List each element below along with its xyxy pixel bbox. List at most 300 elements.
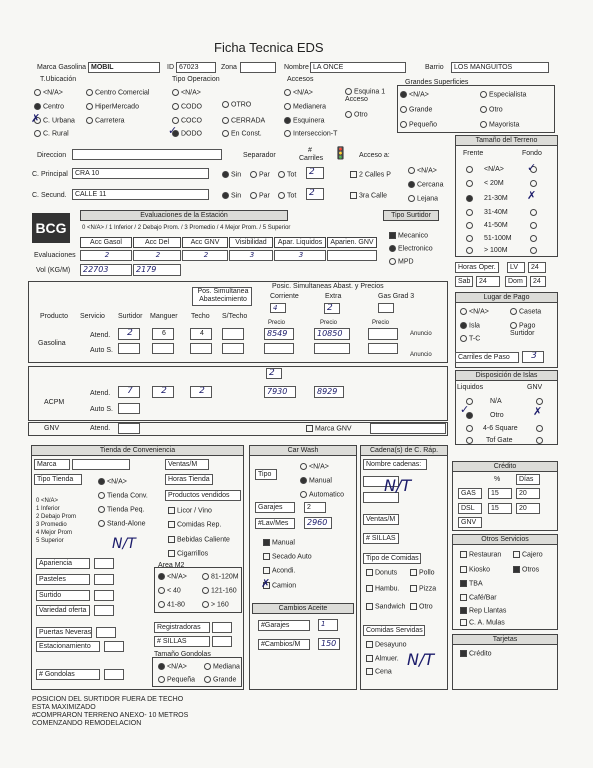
page-title: Ficha Tecnica EDS xyxy=(214,40,324,55)
oper-otro[interactable]: OTRO xyxy=(222,101,251,109)
lv-label: LV xyxy=(507,262,525,273)
sab-field[interactable]: 24 xyxy=(476,276,500,287)
tienda-ventas-label: Ventas/M xyxy=(165,459,209,470)
c-mes-field[interactable]: 150 xyxy=(318,638,340,650)
surtido-label: Surtido xyxy=(36,590,90,601)
ubic-c-urbana[interactable]: C. Urbana xyxy=(34,117,75,125)
nombre-cadenas-label: Nombre cadenas: xyxy=(363,459,427,470)
oper-coco[interactable]: COCO xyxy=(172,117,202,125)
c-mes-label: #Cambios/M xyxy=(258,639,310,650)
otros-kiosko[interactable]: Kiosko xyxy=(460,566,490,574)
terreno-row[interactable] xyxy=(466,222,475,230)
scale-item: 3 Promedio xyxy=(36,522,67,528)
principal-label: C. Principal xyxy=(32,171,68,178)
lav-label: #Lav/Mes xyxy=(255,518,295,529)
gas-auto-precio-2[interactable] xyxy=(314,343,350,354)
servida-desayuno[interactable]: Desayuno xyxy=(366,641,407,649)
note-line: ESTA MAXIMIZADO xyxy=(32,704,96,711)
cadena-title: Cadena(s) de C. Ráp. xyxy=(360,445,448,456)
acpm-surtidor-auto[interactable] xyxy=(118,403,140,414)
credito-dsl-dias[interactable]: 20 xyxy=(516,503,540,514)
comida-sandwich[interactable]: Sandwich xyxy=(366,603,405,611)
precio-label: Precio xyxy=(372,320,390,326)
otros-restauran[interactable]: Restauran xyxy=(460,551,501,559)
acc-esquina[interactable]: Esquina 1 Acceso xyxy=(345,88,386,104)
estac-field[interactable] xyxy=(104,641,124,652)
scale-item: 1 Inferior xyxy=(36,506,60,512)
extra-num[interactable]: 2 xyxy=(324,303,340,314)
garajes-label: Garajes xyxy=(255,502,295,513)
evaluaciones-row-label: Evaluaciones xyxy=(34,252,76,259)
gs-mayorista[interactable]: Mayorista xyxy=(480,121,519,129)
terreno-row[interactable] xyxy=(466,195,475,203)
anuncio-label: Anuncio xyxy=(410,352,432,358)
area-121-160[interactable]: 121-160 xyxy=(202,587,237,595)
eval-visibilidad[interactable]: 3 xyxy=(229,250,273,261)
gas-manguer-auto[interactable] xyxy=(152,343,174,354)
gasgrad-label: Gas Grad 3 xyxy=(378,293,415,300)
islas-title: Disposición de Islas xyxy=(455,370,558,381)
principal-par[interactable]: Par xyxy=(250,171,270,179)
manguer-label: Manguer xyxy=(150,313,178,320)
atend-label: Atend. xyxy=(90,332,111,339)
stecho-label: S/Techo xyxy=(222,313,248,320)
x-mark-icon: ✗ xyxy=(261,577,271,590)
pago-tc[interactable]: T-C xyxy=(460,335,480,343)
vol-field-1[interactable]: 22703 xyxy=(80,264,132,276)
terreno-row[interactable] xyxy=(530,247,539,255)
islas-row-label: Otro xyxy=(490,412,504,419)
gs-pequeno[interactable]: Pequeño xyxy=(400,121,437,129)
comida-pizza[interactable]: Pizza xyxy=(410,585,436,593)
vol-field-2[interactable]: 2179 xyxy=(133,264,181,276)
prod-licor[interactable]: Licor / Vino xyxy=(168,507,212,515)
gas-precio-extra[interactable]: 10850 xyxy=(314,328,350,340)
acpm-techo[interactable]: 2 xyxy=(190,386,212,398)
productos-label: Productos vendidos xyxy=(165,490,241,501)
islas-liquidos: Liquidos xyxy=(457,384,484,391)
nombre-label: Nombre xyxy=(284,64,309,71)
tienda-marca-field[interactable] xyxy=(72,459,130,470)
lav-field[interactable]: 2960 xyxy=(304,517,332,529)
direccion-label: Direccion xyxy=(37,152,67,159)
prod-comidas[interactable]: Comidas Rep. xyxy=(168,521,221,529)
terreno-row[interactable] xyxy=(466,166,475,174)
principal-field[interactable]: CRA 10 xyxy=(72,168,209,179)
comidas-servidas-label: Comidas Servidas xyxy=(363,625,425,636)
pago-surtidor[interactable]: Pago Surtidor xyxy=(510,322,536,338)
acceso-a-label: Acceso a: xyxy=(359,152,390,159)
credito-dias-label: Días xyxy=(516,474,540,485)
ubic-na[interactable]: <N/A> xyxy=(34,89,63,97)
acc-medianera[interactable]: Medianera xyxy=(284,103,326,111)
cw-secado[interactable]: Secado Auto xyxy=(263,553,312,561)
ubic-centro[interactable]: Centro xyxy=(34,103,64,111)
ubic-centro-comercial[interactable]: Centro Comercial xyxy=(86,89,149,97)
gas-auto-precio-3[interactable] xyxy=(368,343,398,354)
otros-otros[interactable]: Otros xyxy=(513,566,539,574)
horas-label: Horas Oper. xyxy=(455,262,499,273)
barrio-field[interactable]: LOS MANGUITOS xyxy=(451,62,549,73)
tienda-conv[interactable]: Tienda Conv. xyxy=(98,492,148,500)
variedad-field[interactable] xyxy=(94,605,114,616)
id-label: ID xyxy=(167,64,174,71)
comida-hambu[interactable]: Hambu. xyxy=(366,585,400,593)
acc-na[interactable]: <N/A> xyxy=(284,89,313,97)
pasteles-label: Pasteles xyxy=(36,574,90,585)
terreno-row-label: 31-40M xyxy=(484,209,508,216)
credito-dsl-pct[interactable]: 15 xyxy=(488,503,512,514)
cw-tipo-manual[interactable]: Manual xyxy=(263,539,295,547)
servida-almuer[interactable]: Almuer. xyxy=(366,655,399,663)
dom-label: Dom xyxy=(505,276,527,287)
area-title: Area M2 xyxy=(158,562,185,569)
tam-mediana[interactable]: Mediana xyxy=(204,663,240,671)
area-41-80[interactable]: 41-80 xyxy=(158,601,185,609)
cw-camion[interactable]: Camion xyxy=(263,582,296,590)
acpm-surtidor[interactable]: 7 xyxy=(118,386,140,398)
col-acc-gnv: Acc GNV xyxy=(182,237,228,248)
terreno-row[interactable] xyxy=(530,209,539,217)
acc-interseccion[interactable]: Interseccion-T xyxy=(284,130,337,138)
credito-dsl-label: DSL xyxy=(458,503,482,514)
principal-tot[interactable]: Tot xyxy=(278,171,296,179)
scale-item: 2 Debajo Prom xyxy=(36,514,77,520)
acpm-precio-1[interactable]: 7930 xyxy=(264,386,296,398)
tam-pequena[interactable]: Pequeña xyxy=(158,676,195,684)
secund-label: C. Secund. xyxy=(32,192,67,199)
tienda-marca-label: Marca xyxy=(34,459,70,470)
gas-auto-precio-1[interactable] xyxy=(264,343,294,354)
marca-gnv-field[interactable] xyxy=(370,423,446,434)
gas-surtidor[interactable]: 2 xyxy=(118,328,140,340)
terreno-row[interactable] xyxy=(466,247,475,255)
techo-label: Techo xyxy=(191,313,210,320)
check-mark-icon: ✓ xyxy=(168,124,178,137)
terreno-row[interactable] xyxy=(530,180,539,188)
operacion-title: Tipo Operacion xyxy=(172,76,220,83)
c-garajes-field[interactable]: 1 xyxy=(318,619,338,631)
otros-cafe[interactable]: Café/Bar xyxy=(460,594,497,602)
pasteles-field[interactable] xyxy=(94,574,114,585)
area-81-120[interactable]: 81-120M xyxy=(202,573,239,581)
garajes-field[interactable]: 2 xyxy=(304,502,326,513)
gas-techo-auto[interactable] xyxy=(190,343,212,354)
surtidor-title: Tipo Surtidor xyxy=(383,210,439,221)
fondo-label: Fondo xyxy=(522,150,542,157)
gondolas-label: # Gondolas xyxy=(36,669,100,680)
secund-par[interactable]: Par xyxy=(250,192,270,200)
otros-cajero[interactable]: Cajero xyxy=(513,551,543,559)
terreno-row-label: 41-50M xyxy=(484,222,508,229)
puertas-label: Puertas Neveras xyxy=(36,627,92,638)
oper-en-const[interactable]: En Const. xyxy=(222,130,262,138)
evaluaciones-scale: 0 <N/A> / 1 Inferior / 2 Debajo Prom. / 3 Promedio / 4 Mejor Prom. / 5 Superior xyxy=(82,225,291,231)
registradoras-label: Registradoras xyxy=(154,622,210,633)
tienda-stand-alone[interactable]: Stand-Alone xyxy=(98,520,146,528)
gnv-label: GNV xyxy=(44,425,60,432)
cw-automatico[interactable]: Automatico xyxy=(300,491,344,499)
gas-precio-corriente[interactable]: 8549 xyxy=(264,328,294,340)
marca-label: Marca Gasolina xyxy=(37,64,87,71)
comidas-na-handwritten: N/T xyxy=(407,650,435,669)
secund-field[interactable]: CALLE 11 xyxy=(72,189,209,200)
credito-gas-dias[interactable]: 20 xyxy=(516,488,540,499)
surtidor-col-label: Surtidor xyxy=(118,313,143,320)
pago-caseta[interactable]: Caseta xyxy=(510,308,541,316)
secund-sin[interactable]: Sin xyxy=(222,192,241,200)
gasolina-label: Gasolina xyxy=(38,340,66,347)
gnv-surtidor[interactable] xyxy=(118,423,140,434)
grandes-title: Grandes Superficies xyxy=(405,79,469,86)
gas-precio-grad3[interactable] xyxy=(368,328,398,340)
terreno-row-label: 51-100M xyxy=(484,235,512,242)
pago-na[interactable]: <N/A> xyxy=(460,308,489,316)
gs-otro[interactable]: Otro xyxy=(480,106,503,114)
x-mark-icon: ✗ xyxy=(527,189,537,202)
islas-box xyxy=(455,370,558,445)
oper-dodo[interactable]: DODO xyxy=(172,130,202,138)
cw-acondi[interactable]: Acondi. xyxy=(263,567,295,575)
cambios-title: Cambios Aceite xyxy=(252,603,354,614)
otros-title: Otros Servicios xyxy=(452,534,558,545)
area-lt-40[interactable]: < 40 xyxy=(158,587,181,595)
gs-na[interactable]: <N/A> xyxy=(400,91,429,99)
islas-row[interactable] xyxy=(466,425,475,433)
col-aparien-gnv: Aparien. GNV xyxy=(327,237,377,248)
cw-na[interactable]: <N/A> xyxy=(300,463,329,471)
acceso-na[interactable]: <N/A> xyxy=(408,167,437,175)
terreno-row-label: <N/A> xyxy=(484,166,504,173)
tarjetas-credito[interactable]: Crédito xyxy=(460,650,492,658)
prod-cigarrillos[interactable]: Cigarrillos xyxy=(168,550,208,558)
oper-codo[interactable]: CODO xyxy=(172,103,202,111)
tienda-na[interactable]: <N/A> xyxy=(98,478,127,486)
corriente-num[interactable]: 4 xyxy=(270,303,286,313)
prod-bebidas[interactable]: Bebidas Caliente xyxy=(168,536,230,544)
two-calles[interactable]: 2 Calles P xyxy=(350,171,391,179)
lv-field[interactable]: 24 xyxy=(528,262,546,273)
cadena-ventas-label: Ventas/M xyxy=(363,514,399,525)
c-garajes-label: #Garajes xyxy=(258,620,310,631)
credito-title: Crédito xyxy=(452,461,558,472)
eval-apar-liquidos[interactable]: 3 xyxy=(274,250,326,261)
comida-pollo[interactable]: Pollo xyxy=(410,569,435,577)
frente-label: Frente xyxy=(463,150,484,157)
scale-item: 0 <N/A> xyxy=(36,498,59,504)
col-apar-liquidos: Apar. Liquidos xyxy=(274,237,326,248)
islas-row[interactable] xyxy=(536,425,545,433)
credito-gas-pct[interactable]: 15 xyxy=(488,488,512,499)
gas-techo[interactable]: 4 xyxy=(190,328,212,340)
area-gt-160[interactable]: > 160 xyxy=(202,601,229,609)
oper-na[interactable]: <N/A> xyxy=(172,89,201,97)
producto-label: Producto xyxy=(40,313,69,320)
apariencia-label: Apariencia xyxy=(36,558,90,569)
x-mark-icon: ✗ xyxy=(533,405,543,418)
autos-label: Auto S. xyxy=(90,347,113,354)
check-mark-icon: ✓ xyxy=(527,161,537,174)
sillas-label: # SILLAS xyxy=(154,636,210,647)
note-line: POSICION DEL SURTIDOR FUERA DE TECHO xyxy=(32,696,184,703)
acc-esquinera[interactable]: Esquinera xyxy=(284,117,325,125)
evaluaciones-title: Evaluaciones de la Estación xyxy=(80,210,288,221)
terreno-row[interactable] xyxy=(530,222,539,230)
gas-surtidor-auto[interactable] xyxy=(118,343,140,354)
horas-tienda-label: Horas Tienda xyxy=(165,474,213,485)
ubicacion-title: T.Ubicación xyxy=(40,76,77,83)
islas-row[interactable] xyxy=(536,437,545,445)
col-acc-gasol: Acc Gasol xyxy=(80,237,132,248)
terreno-title: Tamaño del Terreno xyxy=(455,135,558,146)
eval-acc-del[interactable]: 2 xyxy=(133,250,181,261)
gas-stecho-auto[interactable] xyxy=(222,343,244,354)
puertas-field[interactable] xyxy=(96,627,116,638)
oper-cerrada[interactable]: CERRADA xyxy=(222,117,265,125)
carwash-title: Car Wash xyxy=(249,445,357,456)
tamano-title: Tamaño Gondolas xyxy=(154,651,211,658)
carriles-paso-label: Carriles de Paso xyxy=(455,352,519,363)
zona-label: Zona xyxy=(221,64,237,71)
marca-gnv[interactable]: Marca GNV xyxy=(306,425,352,433)
otros-llantas[interactable]: Rep Llantas xyxy=(460,607,506,615)
gas-stecho[interactable] xyxy=(222,328,244,340)
secund-tot[interactable]: Tot xyxy=(278,192,296,200)
tipo-tienda-label: Tipo Tienda xyxy=(34,474,82,485)
cadena-sillas-label: # SILLAS xyxy=(363,533,399,544)
acceso-cercana[interactable]: Cercana xyxy=(408,181,443,189)
terreno-row[interactable] xyxy=(530,235,539,243)
vol-label: Vol (KG/M) xyxy=(36,267,71,274)
comida-otro[interactable]: Otro xyxy=(410,603,433,611)
ubic-carretera[interactable]: Carretera xyxy=(86,117,125,125)
eval-acc-gnv[interactable]: 2 xyxy=(182,250,228,261)
terreno-row[interactable] xyxy=(466,235,475,243)
marca-field[interactable]: MOBIL xyxy=(88,62,160,73)
ubic-hipermercado[interactable]: HiperMercado xyxy=(86,103,139,111)
pos-simultanea-label: Pos. Simultanea Abastecimiento xyxy=(192,287,252,306)
apariencia-field[interactable] xyxy=(94,558,114,569)
eval-aparien-gnv[interactable] xyxy=(327,250,377,261)
principal-carriles[interactable]: 2 xyxy=(306,167,324,179)
acpm-manguer[interactable]: 2 xyxy=(152,386,174,398)
acpm-num[interactable]: 2 xyxy=(266,368,282,379)
principal-sin[interactable]: Sin xyxy=(222,171,241,179)
scale-item: 5 Superior xyxy=(36,538,64,544)
islas-row-label: N/A xyxy=(490,398,502,405)
tarjetas-title: Tarjetas xyxy=(452,634,558,645)
surtido-field[interactable] xyxy=(94,590,114,601)
terreno-row-label: < 20M xyxy=(484,180,504,187)
ubic-c-rural[interactable]: C. Rural xyxy=(34,130,69,138)
acpm-atend-label: Atend. xyxy=(90,390,111,397)
otros-tba[interactable]: TBA xyxy=(460,580,483,588)
servida-cena[interactable]: Cena xyxy=(366,668,392,676)
tipo-comidas-label: Tipo de Comidas xyxy=(363,553,421,564)
credito-pct-label: % xyxy=(494,476,501,483)
acpm-precio-2[interactable]: 8929 xyxy=(314,386,344,398)
gondolas-field[interactable] xyxy=(104,669,124,680)
precio-label: Precio xyxy=(268,320,286,326)
extra-label: Extra xyxy=(325,293,342,300)
credito-gnv-label: GNV xyxy=(458,517,482,528)
islas-row-label: 4-6 Square xyxy=(483,425,518,432)
tienda-na-handwritten: N/T xyxy=(112,536,136,552)
acpm-autos-label: Auto S. xyxy=(90,406,113,413)
check-mark-icon: ✓ xyxy=(460,403,470,416)
cadena-na-handwritten: N/T xyxy=(384,476,412,495)
note-line: #COMPRARON TERRENO ANEXO- 10 METROS xyxy=(32,712,189,719)
tam-grande[interactable]: Grande xyxy=(204,676,236,684)
id-field[interactable]: 67023 xyxy=(176,62,216,73)
anuncio-label: Anuncio xyxy=(410,331,432,337)
terreno-row[interactable] xyxy=(466,209,475,217)
area-na[interactable]: <N/A> xyxy=(158,573,187,581)
nombre-field[interactable]: LA ONCE xyxy=(310,62,406,73)
islas-row[interactable] xyxy=(466,437,475,445)
islas-gnv: GNV xyxy=(527,384,543,391)
otros-mulas[interactable]: C. A. Mulas xyxy=(460,619,505,627)
registradoras-field[interactable] xyxy=(212,622,232,633)
grandes-box xyxy=(397,85,555,133)
acceso-lejana[interactable]: Lejana xyxy=(408,195,438,203)
tercera-calle[interactable]: 3ra Calle xyxy=(350,192,387,200)
comida-donuts[interactable]: Donuts xyxy=(366,569,397,577)
bcg-logo: BCG xyxy=(32,213,70,243)
acpm-label: ACPM xyxy=(44,399,65,406)
tienda-peq[interactable]: Tienda Peq. xyxy=(98,506,145,514)
terreno-row-label: > 100M xyxy=(484,247,508,254)
cw-manual[interactable]: Manual xyxy=(300,477,332,485)
direccion-field[interactable] xyxy=(72,149,222,160)
surt-electronico[interactable]: Electronico xyxy=(389,245,433,253)
variedad-label: Variedad oferta xyxy=(36,605,90,616)
accesos-title: Accesos xyxy=(287,76,314,83)
dom-field[interactable]: 24 xyxy=(530,276,546,287)
precio-label: Precio xyxy=(320,320,338,326)
sillas-field[interactable] xyxy=(212,636,232,647)
pago-isla[interactable]: Isla xyxy=(460,322,480,330)
gas-manguer[interactable]: 6 xyxy=(152,328,174,340)
eval-acc-gasol[interactable]: 2 xyxy=(80,250,132,261)
posic-label: Posic. Simultaneas Abast. y Precios xyxy=(272,283,384,290)
surt-mpd[interactable]: MPD xyxy=(389,258,414,266)
carriles-paso-field[interactable]: 3 xyxy=(522,351,544,363)
surt-mecanico[interactable]: Mecanico xyxy=(389,232,428,240)
islas-row-label: Tof Gate xyxy=(486,437,513,444)
separador-label: Separador xyxy=(243,152,276,159)
estac-label: Estacionamiento xyxy=(36,641,100,652)
gs-grande[interactable]: Grande xyxy=(400,106,432,114)
zona-field[interactable] xyxy=(240,62,276,73)
gasgrad-num[interactable] xyxy=(378,303,394,313)
terreno-row[interactable] xyxy=(466,180,475,188)
barrio-label: Barrio xyxy=(425,64,444,71)
terreno-row-label: 21-30M xyxy=(484,195,508,202)
servicio-label: Servicio xyxy=(80,313,105,320)
pago-title: Lugar de Pago xyxy=(455,292,558,303)
sab-label: Sab xyxy=(455,276,473,287)
secund-carriles[interactable]: 2 xyxy=(306,188,324,200)
acc-otro[interactable]: Otro xyxy=(345,111,368,119)
note-line: COMENZANDO REMODELACION xyxy=(32,720,142,727)
tam-na[interactable]: <N/A> xyxy=(158,663,187,671)
credito-gas-label: GAS xyxy=(458,488,482,499)
gs-especialista[interactable]: Especialista xyxy=(480,91,526,99)
check-mark-icon: ✗ xyxy=(31,112,41,125)
traffic-light-icon: 🚦 xyxy=(333,146,348,160)
carwash-tipo-label: Tipo xyxy=(255,469,277,480)
